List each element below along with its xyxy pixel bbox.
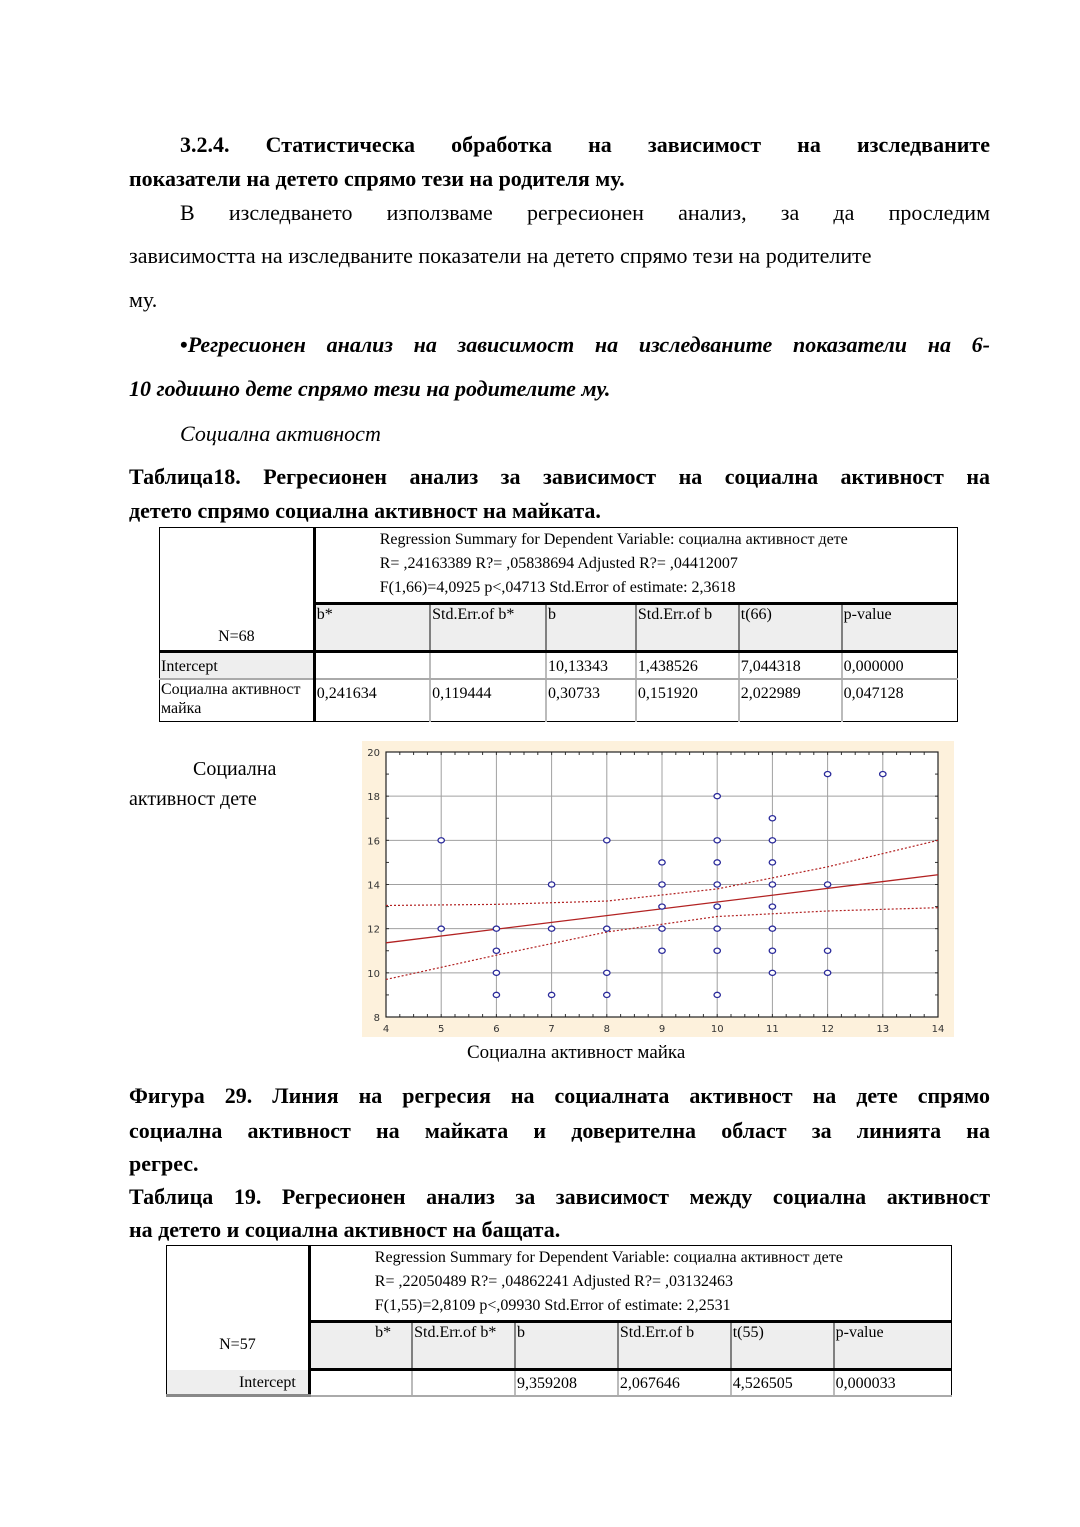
table-cell: 0,000033 [834, 1370, 952, 1396]
table19-col-header: b [515, 1322, 618, 1370]
bullet-line2: 10 годишно дете спрямо тези на родителите му. [129, 376, 611, 401]
table-cell: 4,526505 [731, 1370, 834, 1396]
table18-n-label: N=68 [160, 528, 315, 652]
figure29-caption-line3: регрес. [129, 1151, 199, 1176]
x-tick-label: 8 [603, 1024, 610, 1035]
y-tick-label: 16 [367, 836, 380, 848]
figure-y-label-line2: активност дете [129, 788, 257, 810]
y-tick-label: 12 [367, 924, 380, 936]
bullet-line1: Регресионен анализ на зависимост на изследваните показатели на 6- [187, 332, 990, 357]
data-point [493, 970, 499, 975]
table18-col-header: b* [314, 604, 430, 652]
bullet-item [180, 330, 990, 360]
data-point [714, 860, 720, 865]
data-point [659, 860, 665, 865]
x-tick-label: 14 [931, 1024, 945, 1035]
table18-col-header: t(66) [739, 604, 842, 652]
data-point [548, 992, 554, 997]
y-tick-label: 20 [367, 748, 380, 759]
table19-summary-line2: R= ,22050489 R?= ,04862241 Adjusted R?= ,03132463 [374, 1273, 733, 1290]
data-point [769, 816, 775, 821]
table-cell [430, 652, 546, 679]
data-point [659, 882, 665, 887]
x-tick-label: 4 [382, 1024, 390, 1035]
table-row [160, 652, 958, 679]
x-tick-label: 5 [438, 1024, 445, 1035]
table-cell: 0,30733 [546, 679, 636, 722]
table19-col-header: t(55) [731, 1322, 834, 1370]
table-cell [309, 1370, 412, 1396]
data-point [714, 794, 720, 799]
figure-x-label: Социална активност майка [467, 1042, 686, 1063]
x-tick-label: 7 [548, 1024, 555, 1035]
figure29-caption-line2: социална активност на майката и доверителна област за линията на [129, 1118, 990, 1143]
table-cell [314, 652, 430, 679]
table18-col-header: Std.Err.of b* [430, 604, 546, 652]
table-row [167, 1370, 952, 1396]
data-point [769, 838, 775, 843]
table18 [159, 527, 958, 722]
table-cell: 10,13343 [546, 652, 636, 679]
table18-summary-line2: R= ,24163389 R?= ,05838694 Adjusted R?= ,04412007 [379, 555, 738, 572]
table18-col-header: Std.Err.of b [636, 604, 739, 652]
table-cell: 0,241634 [314, 679, 430, 722]
section-heading-line2: показатели на детето спрямо тези на родителя му. [129, 166, 625, 191]
data-point [493, 948, 499, 953]
data-point [438, 926, 444, 931]
data-point [548, 926, 554, 931]
table-cell: 9,359208 [515, 1370, 618, 1396]
table18-caption-line1: Таблица18. Регресионен анализ за зависимост на социална активност на [129, 464, 990, 489]
subsection-title: Социална активност [180, 421, 381, 446]
figure-y-label-line1: Социална [193, 758, 277, 780]
data-point [604, 970, 610, 975]
table-row [160, 679, 958, 722]
data-point [604, 992, 610, 997]
row-label: Intercept [160, 652, 315, 679]
data-point [714, 838, 720, 843]
row-label: Социална активност майка [160, 679, 315, 722]
scatter-chart [362, 741, 954, 1037]
data-point [548, 882, 554, 887]
data-point [769, 948, 775, 953]
table-cell: 0,119444 [430, 679, 546, 722]
table-cell: 0,151920 [636, 679, 739, 722]
data-point [769, 904, 775, 909]
y-tick-label: 10 [367, 968, 380, 980]
table-cell: 0,000000 [842, 652, 958, 679]
y-tick-label: 18 [367, 792, 380, 804]
section-heading-line1: 3.2.4. Статистическа обработка на зависимост на изследваните [180, 132, 990, 157]
data-point [880, 771, 886, 776]
y-tick-label: 14 [367, 880, 380, 892]
table-cell [412, 1370, 515, 1396]
table19-n-label: N=57 [167, 1246, 310, 1370]
table18-summary [314, 528, 957, 604]
data-point [769, 860, 775, 865]
table-cell: 7,044318 [739, 652, 842, 679]
data-point [714, 926, 720, 931]
x-tick-label: 13 [876, 1024, 890, 1035]
table-cell: 2,067646 [618, 1370, 731, 1396]
intro-line1: В изследването използваме регресионен анализ, за да проследим [180, 200, 990, 225]
bullet-icon: • [180, 332, 188, 357]
data-point [824, 970, 830, 975]
table19-col-header: Std.Err.of b [618, 1322, 731, 1370]
x-tick-label: 11 [766, 1024, 779, 1035]
y-tick-label: 8 [373, 1013, 380, 1024]
table19-summary-line3: F(1,55)=2,8109 p<,09930 Std.Error of estimate: 2,2531 [374, 1297, 731, 1314]
data-point [714, 948, 720, 953]
table19-col-header: b* [309, 1322, 412, 1370]
data-point [604, 838, 610, 843]
data-point [824, 948, 830, 953]
x-tick-label: 9 [658, 1024, 666, 1035]
table19-col-header: p-value [834, 1322, 952, 1370]
figure29-caption-line1: Фигура 29. Линия на регресия на социалната активност на дете спрямо [129, 1083, 990, 1108]
data-point [824, 882, 830, 887]
table18-caption-line2: детето спрямо социална активност на майката. [129, 498, 601, 523]
data-point [438, 838, 444, 843]
table19 [166, 1245, 952, 1397]
table19-caption-line2: на детето и социална активност на бащата. [129, 1217, 561, 1242]
data-point [769, 882, 775, 887]
scatter-plot-svg [362, 741, 954, 1037]
row-label: Intercept [167, 1370, 310, 1396]
table18-col-header: p-value [842, 604, 958, 652]
data-point [493, 992, 499, 997]
table18-col-header: b [546, 604, 636, 652]
table-cell: 0,047128 [842, 679, 958, 722]
table18-summary-line3: F(1,66)=4,0925 p<,04713 Std.Error of estimate: 2,3618 [379, 579, 736, 596]
data-point [714, 992, 720, 997]
table-cell: 2,022989 [739, 679, 842, 722]
data-point [659, 948, 665, 953]
table19-summary [309, 1246, 951, 1322]
x-tick-label: 6 [493, 1024, 500, 1035]
data-point [824, 771, 830, 776]
data-point [714, 882, 720, 887]
table-cell: 1,438526 [636, 652, 739, 679]
data-point [493, 926, 499, 931]
intro-line3: му. [129, 287, 158, 312]
data-point [604, 926, 610, 931]
table18-summary-line1: Regression Summary for Dependent Variable: социална активност дете [379, 531, 848, 548]
intro-line2: зависимостта на изследваните показатели на детето спрямо тези на родителите [129, 243, 872, 268]
data-point [769, 970, 775, 975]
table19-col-header: Std.Err.of b* [412, 1322, 515, 1370]
data-point [769, 926, 775, 931]
data-point [659, 904, 665, 909]
table19-summary-line1: Regression Summary for Dependent Variable: социална активност дете [374, 1249, 843, 1266]
data-point [659, 926, 665, 931]
data-point [714, 904, 720, 909]
x-tick-label: 12 [821, 1024, 834, 1035]
table19-caption-line1: Таблица 19. Регресионен анализ за зависимост между социална активност [129, 1184, 990, 1209]
x-tick-label: 10 [710, 1024, 724, 1035]
